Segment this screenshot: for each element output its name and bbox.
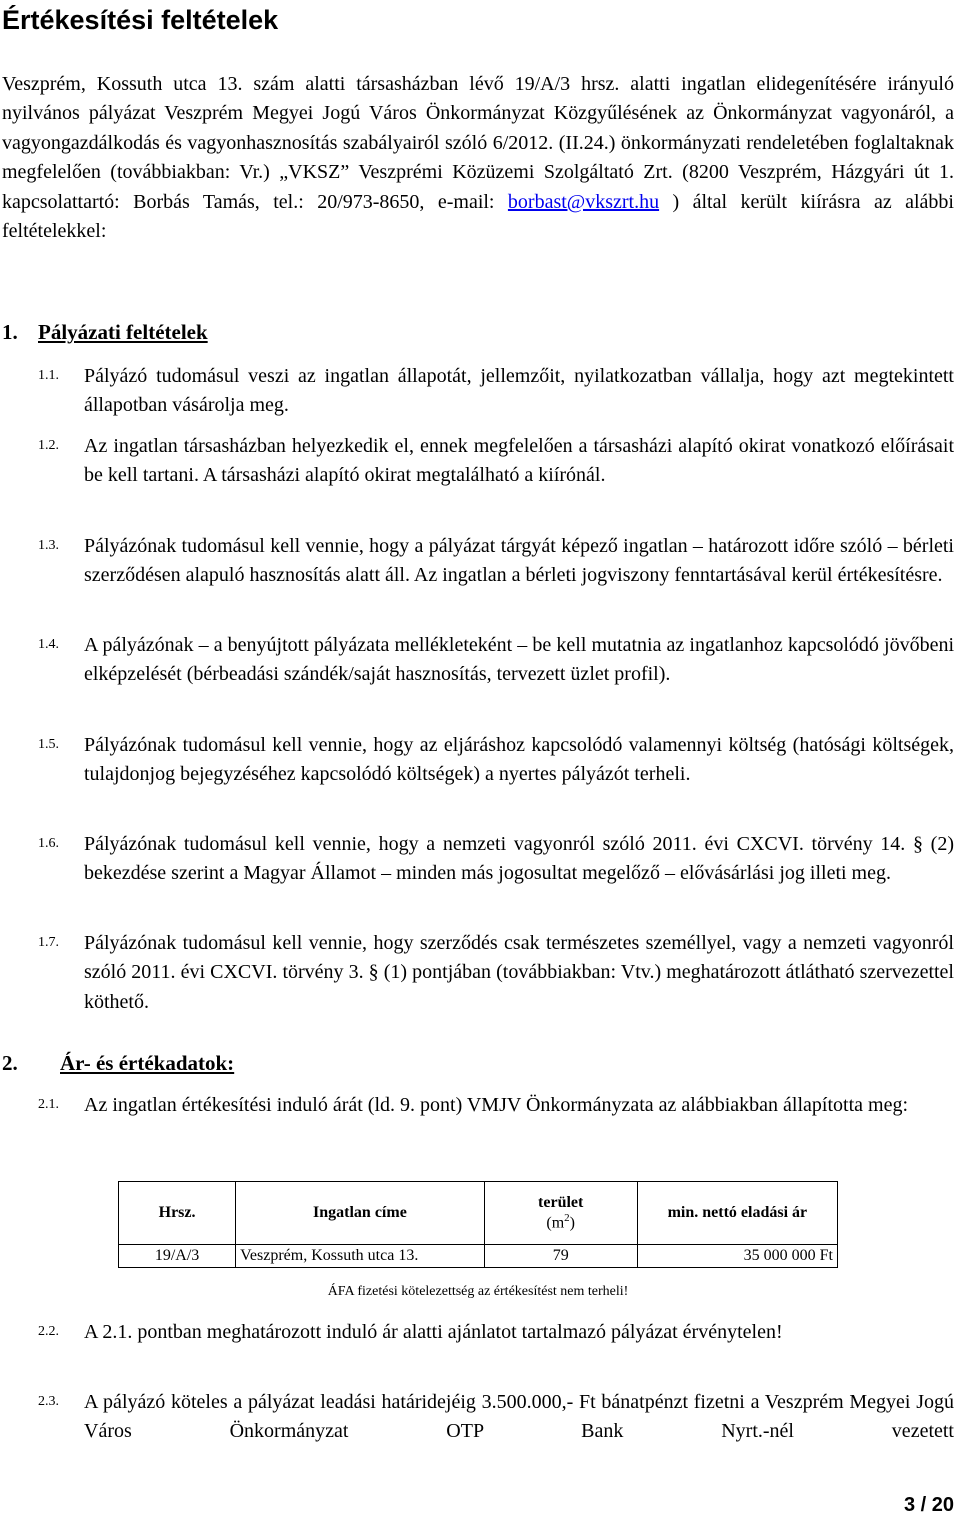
cell-hrsz: 19/A/3 <box>119 1245 236 1268</box>
item-text: Az ingatlan értékesítési induló árát (ld. 9. pont) VMJV Önkormányzata az alábbiakban állapította meg: <box>84 1094 909 1116</box>
vat-note: ÁFA fizetési kötelezettség az értékesítést nem terheli! <box>327 1284 629 1299</box>
intro-text: Veszprém, Kossuth utca 13. szám alatti társasházban lévő 19/A/3 hrsz. alatti ingatlan elidegenítésére irányuló nyilvános pályázat Veszprém Megyei Jogú Város Önkormányzat Közgyűlésének az Önkormányzat vagyonáról, a vagyongazdálkodás és vagyonhasznosítás szabályairól szóló 6/2012. (II.24.) önkormányzati rendeletében foglaltaknak megfelelően (továbbiakban: Vr.) „VKSZ” Veszprémi Közüzemi Szolgáltató Zrt. (8200 Veszprém, Házgyári út 1. kapcsolattartó: Borbás Tamás, tel.: 20/973-8650, e-mail: <box>2 73 954 213</box>
table-header-row <box>119 1182 838 1245</box>
list-item-1-4 <box>38 631 954 690</box>
list-item-1-3 <box>38 532 954 591</box>
item-number: 1.2. <box>38 438 59 453</box>
header-price: min. nettó eladási ár <box>637 1182 837 1245</box>
cell-price: 35 000 000 Ft <box>637 1245 837 1268</box>
item-number: 2.1. <box>38 1097 59 1112</box>
item-text: A pályázó köteles a pályázat leadási határidejéig 3.500.000,- Ft bánatpénzt fizetni a Veszprém Megyei Jogú Város Önkormányzat OTP Bank Nyrt.-nél vezetett <box>84 1391 954 1443</box>
item-text: Pályázónak tudomásul kell vennie, hogy a pályázat tárgyát képező ingatlan – határozott időre szóló – bérleti szerződésen alapuló hasznosítás alatt áll. Az ingatlan a bérleti jogviszony fenntartásával kerül értékesítésre. <box>84 535 954 587</box>
intro-paragraph <box>2 70 954 246</box>
item-text: Pályázó tudomásul veszi az ingatlan állapotát, jellemzőit, nyilatkozatban vállalja, hogy azt megtekintett állapotban vásárolja meg. <box>84 365 954 417</box>
header-hrsz: Hrsz. <box>119 1182 236 1245</box>
section-number: 2. <box>2 1051 18 1075</box>
list-item-1-6 <box>38 830 954 889</box>
item-number: 1.7. <box>38 935 59 950</box>
header-address: Ingatlan címe <box>236 1182 485 1245</box>
section-title: Ár- és értékadatok: <box>60 1051 235 1075</box>
table-row <box>119 1245 838 1268</box>
item-number: 1.6. <box>38 836 59 851</box>
list-item-2-3 <box>38 1388 954 1447</box>
section-number: 1. <box>2 320 18 344</box>
list-item-1-5 <box>38 731 954 790</box>
header-area-unit: $(m^2)$ <box>546 1211 575 1232</box>
item-number: 1.1. <box>38 368 59 383</box>
intro-text-end: ) által került kiírásra az alábbi feltételekkel: <box>2 190 954 243</box>
item-number: 1.5. <box>38 737 59 752</box>
property-table <box>118 1181 838 1268</box>
header-area <box>484 1182 637 1245</box>
section-2-heading <box>2 1049 234 1077</box>
item-number: 2.2. <box>38 1324 59 1339</box>
item-text: A pályázónak – a benyújtott pályázata mellékleteként – be kell mutatnia az ingatlanhoz kapcsolódó jövőbeni elképzelését (bérbeadási szándék/saját hasznosítás, tervezett üzlet profil). <box>84 634 954 686</box>
item-number: 1.3. <box>38 538 59 553</box>
item-text: Az ingatlan társasházban helyezkedik el, ennek megfelelően a társasházi alapító okirat vonatkozó előírásait be kell tartani. A társasházi alapító okirat megtalálható a kiírónál. <box>84 435 954 487</box>
list-item-1-1 <box>38 362 954 421</box>
item-number: 1.4. <box>38 637 59 652</box>
list-item-2-2 <box>38 1318 954 1347</box>
item-number: 2.3. <box>38 1394 59 1409</box>
list-item-2-1 <box>38 1091 954 1120</box>
section-1-heading <box>2 318 208 346</box>
cell-area: 79 <box>484 1245 637 1268</box>
section-title: Pályázati feltételek <box>38 320 208 344</box>
item-text: Pályázónak tudomásul kell vennie, hogy szerződés csak természetes személlyel, vagy a nemzeti vagyonról szóló 2011. évi CXCVI. törvény 3. § (1) pontjában (továbbiakban: Vtv.) meghatározott átlátható szervezettel köthető. <box>84 932 954 1013</box>
list-item-1-2 <box>38 432 954 491</box>
page-number: 3 / 20 <box>903 1494 954 1516</box>
header-area-label: terület <box>538 1193 584 1211</box>
item-text: Pályázónak tudomásul kell vennie, hogy a nemzeti vagyonról szóló 2011. évi CXCVI. törvény 14. § (2) bekezdése szerint a Magyar Államot – minden más jogosultat megelőző – elővásárlási jog illeti meg. <box>84 833 954 885</box>
page-title: Értékesítési feltételek <box>2 5 279 35</box>
cell-address: Veszprém, Kossuth utca 13. <box>236 1245 485 1268</box>
email-link[interactable]: borbast@vkszrt.hu <box>507 190 660 213</box>
item-text: A 2.1. pontban meghatározott induló ár alatti ajánlatot tartalmazó pályázat érvénytelen! <box>84 1321 783 1343</box>
item-text: Pályázónak tudomásul kell vennie, hogy az eljáráshoz kapcsolódó valamennyi költség (hatósági költségek, tulajdonjog bejegyzéséhez kapcsolódó költségek) a nyertes pályázót terheli. <box>84 734 954 786</box>
list-item-1-7 <box>38 929 954 1017</box>
